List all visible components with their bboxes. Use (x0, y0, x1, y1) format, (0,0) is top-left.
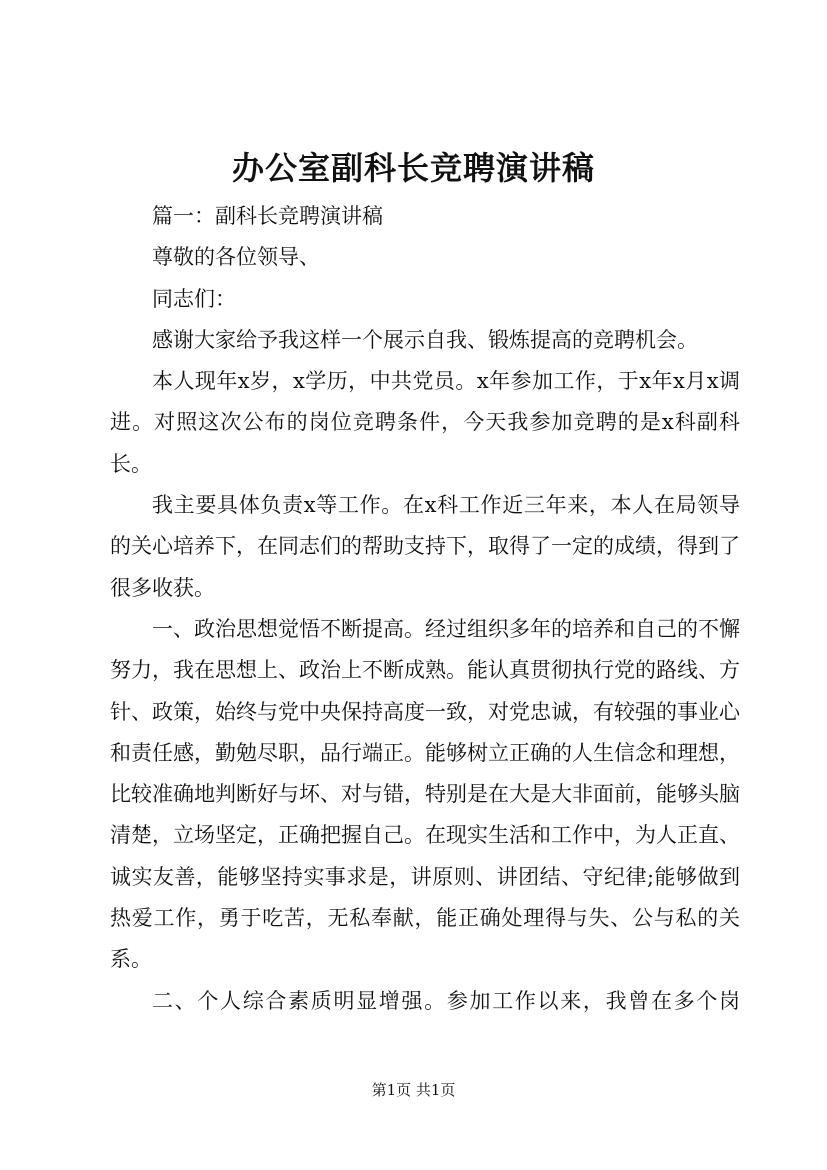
paragraph-thanks: 感谢大家给予我这样一个展示自我、锻炼提高的竞聘机会。 (152, 327, 698, 352)
paragraph-quality: 二、个人综合素质明显增强。参加工作以来，我曾在多个岗 (152, 988, 740, 1013)
document-body (110, 196, 740, 1022)
paragraph-duties: 我主要具体负责x等工作。在x科工作近三年来，本人在局领导的关心培养下，在同志们的帮助支持下，取得了一定的成绩，得到了很多收获。 (110, 493, 740, 600)
salutation-line-2: 同志们： (152, 286, 236, 311)
page-footer: 第1页 共1页 (371, 1081, 456, 1099)
paragraph-political: 一、政治思想觉悟不断提高。经过组织多年的培养和自己的不懈努力，我在思想上、政治上不断成熟。能认真贯彻执行党的路线、方针、政策，始终与党中央保持高度一致，对党忠诚，有较强的事业心和责任感，勤勉尽职，品行端正。能够树立正确的人生信念和理想，比较准确地判断好与坏、对与错，特别是在大是大非面前，能够头脑清楚，立场坚定，正确把握自己。在现实生活和工作中，为人正直、诚实友善，能够坚持实事求是，讲原则、讲团结、守纪律;能够做到热爱工作，勇于吃苦，无私奉献，能正确处理得与失、公与私的关系。 (110, 616, 740, 972)
paragraph-intro: 本人现年x岁，x学历，中共党员。x年参加工作，于x年x月x调进。对照这次公布的岗位竞聘条件，今天我参加竞聘的是x科副科长。 (110, 369, 740, 476)
document-title: 办公室副科长竞聘演讲稿 (231, 149, 595, 187)
salutation-line-1: 尊敬的各位领导、 (152, 245, 320, 270)
section-heading: 篇一：副科长竞聘演讲稿 (152, 204, 383, 228)
